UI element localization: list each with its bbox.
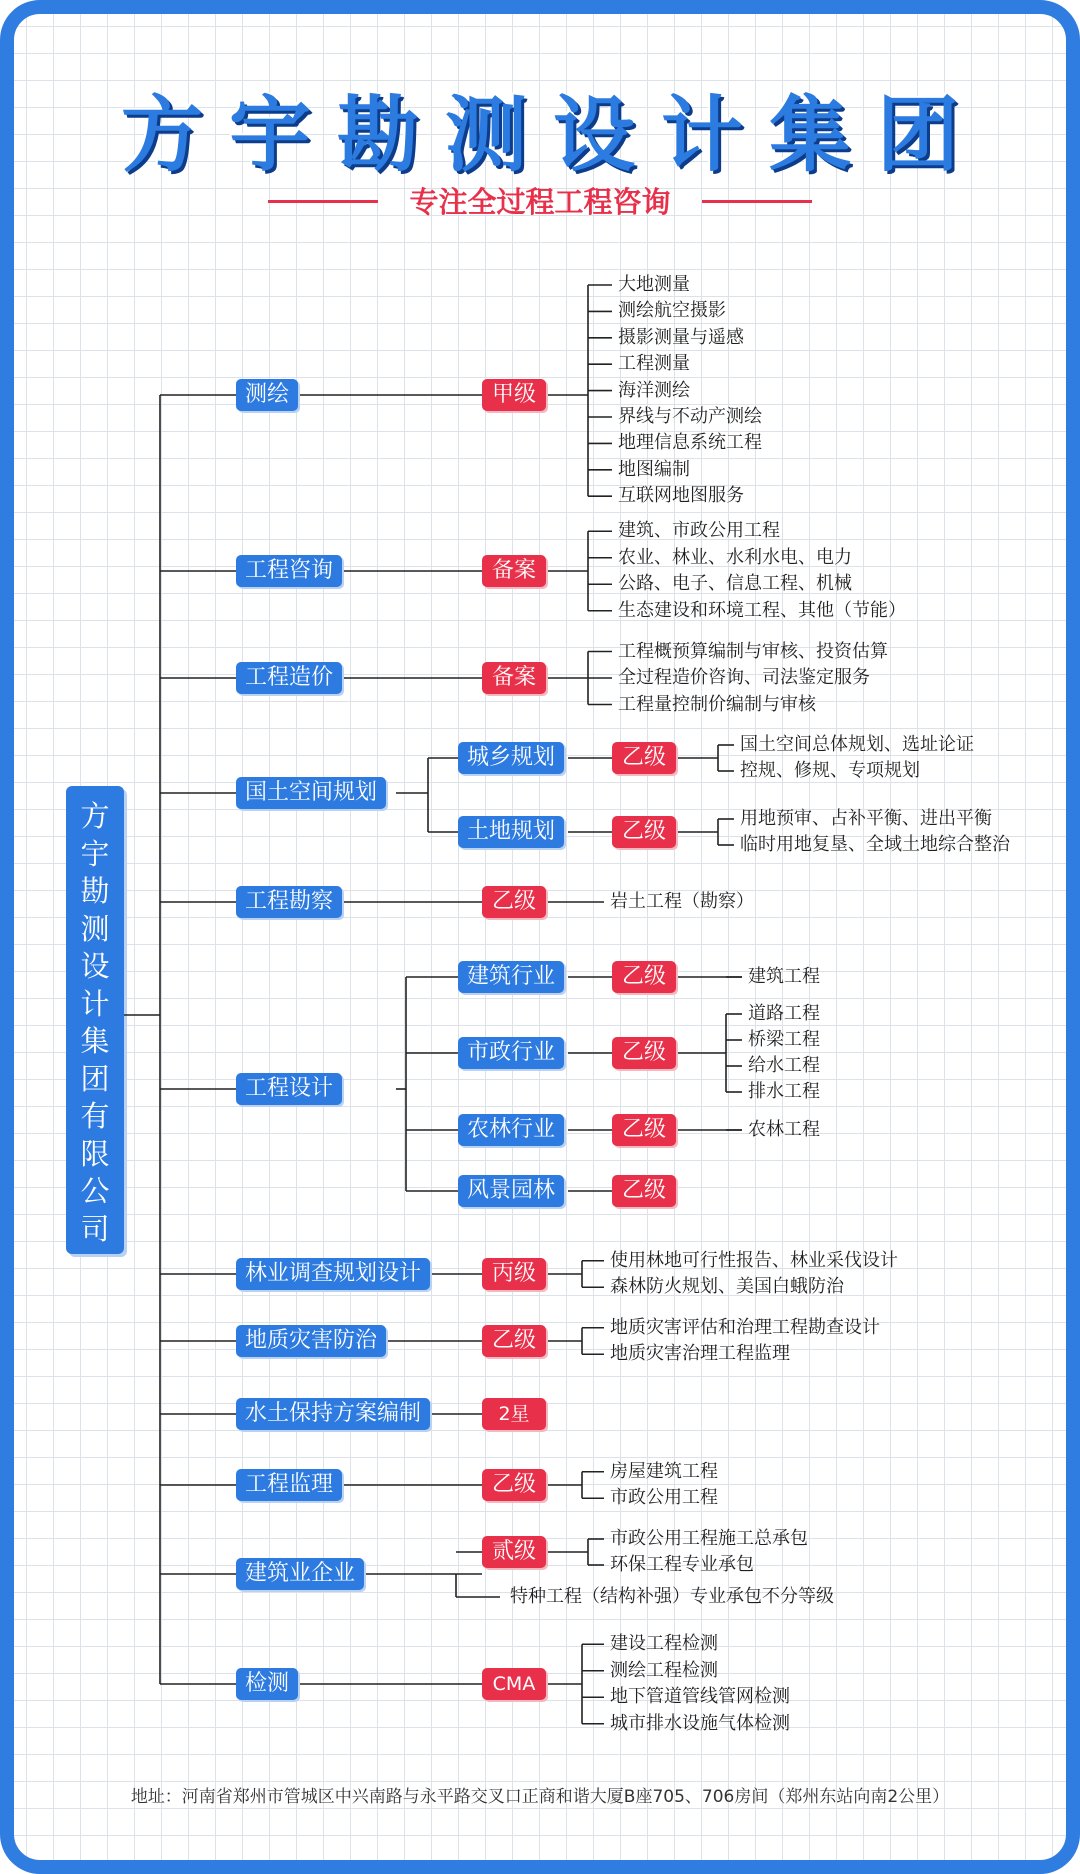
branch-items-item: 环保工程专业承包 bbox=[610, 1554, 754, 1575]
sub-branch: 土地规划 bbox=[458, 816, 564, 848]
branch-items-item: 大地测量 bbox=[618, 274, 690, 295]
branch-items-item: 地图编制 bbox=[618, 458, 690, 480]
sub-branch: 市政行业 bbox=[458, 1037, 564, 1069]
grade-badge: 乙级 bbox=[612, 1175, 676, 1207]
root-char: 方 bbox=[80, 799, 110, 833]
sub-items-item: 道路工程 bbox=[748, 1003, 820, 1024]
branch-items-item: 摄影测量与遥感 bbox=[618, 326, 744, 348]
branch-items-item: 城市排水设施气体检测 bbox=[610, 1712, 790, 1734]
grade-badge: 乙级 bbox=[612, 1037, 676, 1069]
grade-badge: 乙级 bbox=[612, 742, 676, 774]
branch-items-item: 海洋测绘 bbox=[618, 379, 690, 401]
branch-0: 测绘 bbox=[236, 379, 298, 411]
branch-items-item: 互联网地图服务 bbox=[618, 485, 744, 507]
branch-items-item: 工程测量 bbox=[618, 353, 690, 375]
branch-items-item: 界线与不动产测绘 bbox=[618, 406, 762, 427]
root-char: 宇 bbox=[80, 836, 110, 871]
grade-badge: 乙级 bbox=[482, 886, 546, 918]
branch-9: 工程监理 bbox=[236, 1469, 342, 1501]
branch-items-item: 工程量控制价编制与审核 bbox=[618, 693, 816, 715]
page-title: 方宇勘测设计集团 bbox=[120, 88, 985, 183]
branch-items-item: 地质灾害治理工程监理 bbox=[610, 1343, 790, 1365]
page-subtitle: 专注全过程工程咨询 bbox=[409, 185, 671, 219]
sub-items-item: 建筑工程 bbox=[748, 966, 820, 987]
branch-item: 岩土工程（勘察） bbox=[610, 891, 754, 912]
root-char: 团 bbox=[80, 1061, 110, 1096]
grade-badge: 甲级 bbox=[482, 379, 546, 411]
grade-badge: 丙级 bbox=[482, 1258, 546, 1290]
branch-7: 地质灾害防治 bbox=[236, 1325, 386, 1357]
sub-items-item: 给水工程 bbox=[748, 1055, 820, 1076]
branch-6: 林业调查规划设计 bbox=[236, 1258, 430, 1290]
sub-branch: 农林行业 bbox=[458, 1114, 564, 1146]
root-char: 设 bbox=[80, 949, 110, 983]
branch-items-item: 工程概预算编制与审核、投资估算 bbox=[618, 640, 888, 662]
sub-items-item: 桥梁工程 bbox=[748, 1029, 820, 1050]
address-text: 地址：河南省郑州市管城区中兴南路与永平路交叉口正商和谐大厦B座705、706房间（郑州东站向南2公里） bbox=[130, 1787, 950, 1807]
sub-branch: 城乡规划 bbox=[458, 742, 564, 774]
root-char: 集 bbox=[80, 1024, 110, 1058]
branch-8: 水土保持方案编制 bbox=[236, 1398, 430, 1430]
root-char: 测 bbox=[80, 911, 110, 946]
branch-items-item: 测绘工程检测 bbox=[610, 1659, 718, 1681]
grade-badge: 乙级 bbox=[612, 1114, 676, 1146]
branch-items-item: 全过程造价咨询、司法鉴定服务 bbox=[618, 667, 870, 688]
branch-3: 国土空间规划 bbox=[236, 777, 386, 809]
branch-1: 工程咨询 bbox=[236, 555, 342, 587]
root-char: 司 bbox=[80, 1211, 110, 1246]
sub-branch: 风景园林 bbox=[458, 1175, 564, 1207]
branch-items-item: 生态建设和环境工程、其他（节能） bbox=[618, 599, 906, 621]
grade-badge: 乙级 bbox=[612, 816, 676, 848]
branch-2: 工程造价 bbox=[236, 662, 342, 694]
branch-10: 建筑业企业 bbox=[236, 1558, 364, 1590]
branch-items-item: 使用林地可行性报告、林业采伐设计 bbox=[610, 1249, 898, 1271]
branch-items-item: 建设工程检测 bbox=[610, 1633, 718, 1655]
root-char: 有 bbox=[80, 1099, 110, 1133]
branch-items-item: 测绘航空摄影 bbox=[618, 300, 726, 322]
sub-items-item: 农林工程 bbox=[748, 1119, 820, 1140]
branch-items-item: 地质灾害评估和治理工程勘查设计 bbox=[610, 1316, 880, 1338]
sub-items-item: 用地预审、占补平衡、进出平衡 bbox=[740, 808, 992, 829]
branch-5: 工程设计 bbox=[236, 1073, 342, 1105]
branch-4: 工程勘察 bbox=[236, 886, 342, 918]
branch-items-item: 房屋建筑工程 bbox=[610, 1460, 718, 1482]
root-char: 勘 bbox=[80, 874, 110, 908]
root-char: 计 bbox=[80, 986, 110, 1021]
grade-badge: 乙级 bbox=[482, 1325, 546, 1357]
root-char: 公 bbox=[80, 1174, 110, 1208]
branch-items-item: 森林防火规划、美国白蛾防治 bbox=[610, 1276, 844, 1298]
branch-items-item: 市政公用工程 bbox=[610, 1487, 718, 1509]
grade-badge: 备案 bbox=[482, 555, 546, 587]
sub-branch: 建筑行业 bbox=[458, 961, 564, 993]
grade-badge: 贰级 bbox=[482, 1536, 546, 1568]
branch-items-item: 农业、林业、水利水电、电力 bbox=[618, 546, 852, 568]
sub-items-item: 国土空间总体规划、选址论证 bbox=[740, 734, 974, 755]
branch-items-item: 地理信息系统工程 bbox=[618, 432, 762, 454]
sub-items-item: 控规、修规、专项规划 bbox=[740, 760, 920, 781]
branch-items-item: 市政公用工程施工总承包 bbox=[610, 1528, 808, 1549]
grade-badge: CMA bbox=[482, 1668, 546, 1700]
grade-badge: 2星 bbox=[482, 1398, 546, 1430]
branch-items-item: 公路、电子、信息工程、机械 bbox=[618, 573, 852, 595]
grade-badge: 乙级 bbox=[482, 1469, 546, 1501]
branch-items-item: 建筑、市政公用工程 bbox=[618, 520, 780, 542]
branch-items-item: 地下管道管线管网检测 bbox=[610, 1686, 790, 1708]
extra-item: 特种工程（结构补强）专业承包不分等级 bbox=[510, 1586, 834, 1607]
sub-items-item: 排水工程 bbox=[748, 1081, 820, 1102]
root-char: 限 bbox=[80, 1136, 110, 1171]
sub-items-item: 临时用地复垦、全域土地综合整治 bbox=[740, 834, 1010, 855]
branch-11: 检测 bbox=[236, 1668, 298, 1700]
grade-badge: 乙级 bbox=[612, 961, 676, 993]
grade-badge: 备案 bbox=[482, 662, 546, 694]
